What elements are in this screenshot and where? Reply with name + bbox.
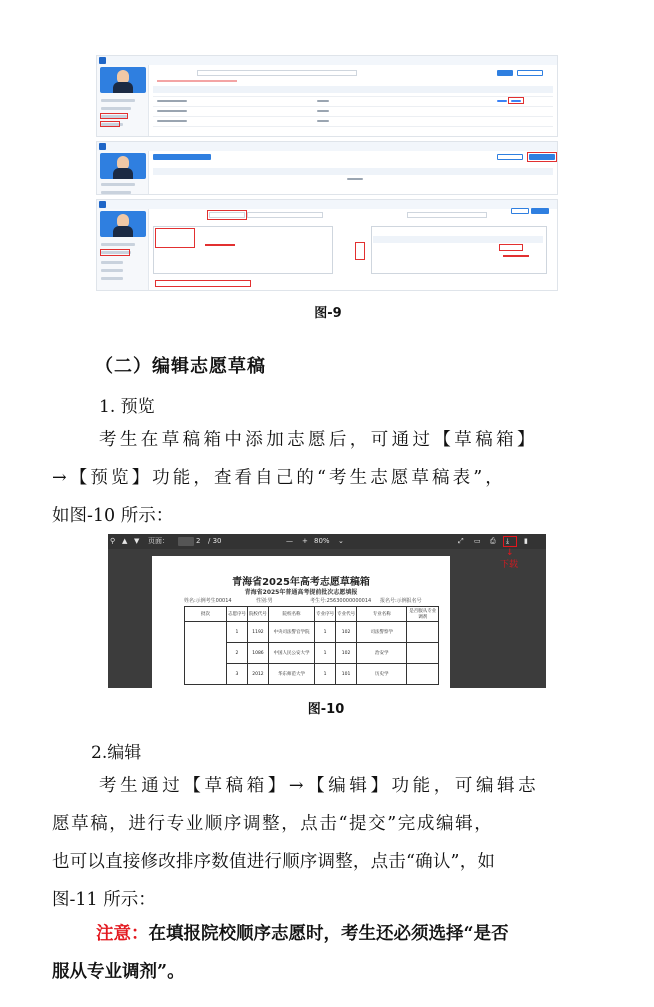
table-header: 专业代号 <box>336 607 357 622</box>
paragraph-line: 考生通过【草稿箱】→【编辑】功能，可编辑志 <box>99 776 540 796</box>
print-icon[interactable]: ⎙ <box>490 537 496 545</box>
table-header: 院校名称 <box>268 607 314 622</box>
table-header: 是否服从专业调剂 <box>407 607 439 622</box>
figure-9-caption: 图-9 <box>314 306 342 321</box>
draft-box-empty-screenshot <box>96 141 558 195</box>
pdf-toolbar <box>108 534 546 549</box>
page-label: 页面： <box>148 537 169 545</box>
preview-paragraph <box>52 421 608 535</box>
paragraph-line: 如图-10 所示： <box>52 506 174 526</box>
paragraph-line: 也可以直接修改排序数值进行顺序调整，点击“确认”，如 <box>52 852 496 872</box>
table-header: 批次 <box>185 607 227 622</box>
student-id: 考生号:25630000000014 <box>310 598 372 604</box>
paragraph-line: 愿草稿，进行专业顺序调整，点击“提交”完成编辑， <box>52 814 494 834</box>
avatar <box>100 211 146 237</box>
table-header: 专业序号 <box>315 607 336 622</box>
pdf-page <box>152 556 450 688</box>
page-current: 2 <box>196 537 201 545</box>
arrow-down-icon: ↓ <box>506 548 514 558</box>
table-header: 院校代号 <box>247 607 268 622</box>
figure-10-caption: 图-10 <box>307 702 345 717</box>
document-subtitle: 青海省2025年普通高考提前批次志愿填报 <box>244 589 358 596</box>
zoom-select[interactable]: 80% <box>314 537 330 545</box>
chevron-down-icon[interactable]: ⌄ <box>338 537 344 545</box>
edit-subtitle: 2.编辑 <box>91 743 142 763</box>
logo-icon <box>99 201 106 208</box>
logo-icon <box>99 57 106 64</box>
avatar <box>100 153 146 179</box>
student-name: 姓名:示例考生00014 <box>184 598 232 604</box>
page-total: / 30 <box>208 537 222 545</box>
zoom-out-button[interactable]: — <box>286 537 293 545</box>
table-header: 志愿序号 <box>226 607 247 622</box>
table-row: 1 1192 中央司法警官学院 1 102 司法警察学 <box>185 622 439 643</box>
note-label: 注意： <box>96 924 149 944</box>
table-header: 专业名称 <box>357 607 407 622</box>
table-row: 3 2012 华东师范大学 1 101 历史学 <box>185 664 439 685</box>
next-page-icon[interactable]: ▼ <box>134 537 140 545</box>
prev-page-icon[interactable]: ▲ <box>122 537 128 545</box>
open-file-icon[interactable]: ▭ <box>474 537 481 545</box>
paragraph-line: 图-11 所示： <box>52 890 156 910</box>
volunteer-table <box>184 606 439 685</box>
figure-10-pdf-viewer <box>108 534 546 688</box>
logo-icon <box>99 143 106 150</box>
search-icon[interactable]: ⚲ <box>110 537 116 545</box>
download-icon[interactable]: ⤓ <box>506 537 510 545</box>
section-heading: （二）编辑志愿草稿 <box>95 356 266 377</box>
note-text: 在填报院校顺序志愿时，考生还必须选择“是否 <box>148 924 509 944</box>
registration-number: 报名号:示例报名号 <box>380 598 422 604</box>
table-row: 2 1086 中国人民公安大学 1 102 治安学 <box>185 643 439 664</box>
figure-9-screenshots <box>96 55 558 291</box>
document-title: 青海省2025年高考志愿草稿箱 <box>232 577 370 588</box>
draft-box-list-screenshot <box>96 55 558 137</box>
preview-subtitle: 1. 预览 <box>99 397 155 417</box>
avatar <box>100 67 146 93</box>
page-input[interactable] <box>178 537 194 546</box>
paragraph-line: 考生在草稿箱中添加志愿后，可通过【草稿箱】 <box>99 430 538 450</box>
student-gender: 性别:男 <box>256 598 273 604</box>
paragraph-line: →【预览】功能，查看自己的“考生志愿草稿表”， <box>52 468 506 488</box>
edit-paragraph <box>52 767 608 919</box>
bookmark-icon[interactable]: ▮ <box>524 537 528 545</box>
fullscreen-icon[interactable]: ⤢ <box>458 537 464 545</box>
note-paragraph <box>52 915 608 991</box>
download-annotation: 下载 <box>500 560 519 570</box>
note-text: 服从专业调剂”。 <box>52 962 185 982</box>
zoom-in-button[interactable]: + <box>302 537 308 545</box>
add-major-screenshot <box>96 199 558 291</box>
